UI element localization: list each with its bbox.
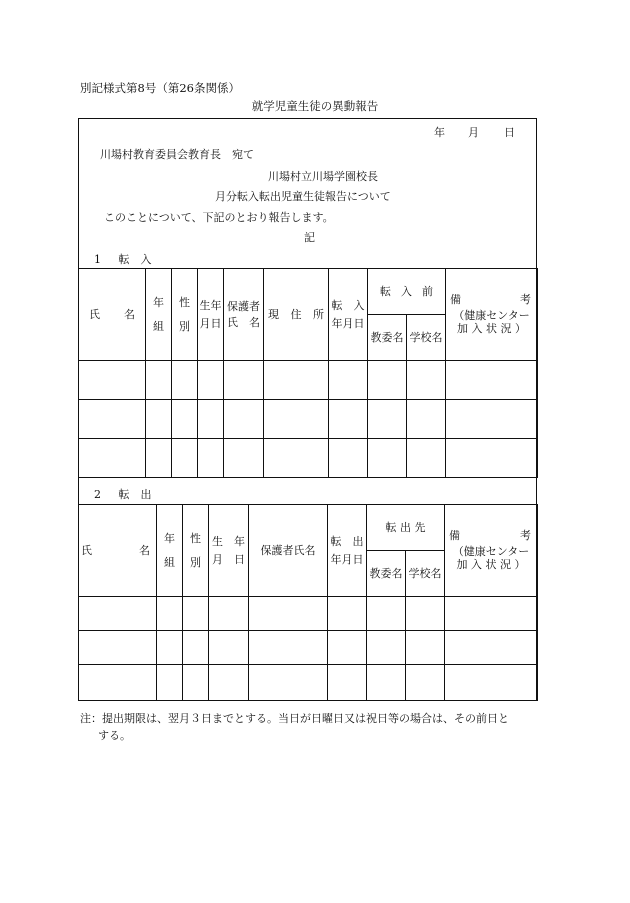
footnote-line-1: 注：提出期限は、翌月３日までとする。当日が日曜日又は祝日等の場合は、その前日と [80, 712, 509, 725]
col-grade: 年 組 [157, 505, 183, 597]
section-transfer-in-heading [94, 251, 152, 267]
section-title: 転 出 [118, 488, 152, 501]
col-birth: 生 年 月 日 [209, 505, 249, 597]
col-transfer-date: 転 出 年月日 [328, 505, 367, 597]
section-transfer-out-heading [94, 486, 152, 502]
col-grade: 年 組 [146, 269, 172, 361]
col-remarks: 備 考 （健康センター 加 入 状 況 ） [446, 269, 538, 361]
transfer-in-table [78, 268, 538, 478]
transfer-out-table [78, 504, 538, 701]
col-board: 教委名 [367, 551, 406, 597]
table-row [79, 361, 538, 400]
col-address: 現 住 所 [264, 269, 329, 361]
col-school: 学校名 [407, 315, 446, 361]
section-title: 転 入 [118, 253, 152, 266]
col-remarks: 備 考 （健康センター 加 入 状 況 ） [445, 505, 538, 597]
col-guardian: 保護者氏名 [249, 505, 328, 597]
table-row [79, 439, 538, 478]
section-number: 1 [94, 253, 101, 266]
col-school: 学校名 [406, 551, 445, 597]
footnote [80, 710, 550, 744]
date-year: 年 [434, 126, 445, 139]
date-day: 日 [504, 126, 515, 139]
table-row [79, 631, 538, 665]
intro-text: このことについて、下記のとおり報告します。 [104, 211, 334, 224]
table-row [79, 665, 538, 701]
section-number: 2 [94, 488, 101, 501]
sender: 川場村立川場学園校長 [268, 170, 378, 183]
col-transfer-date: 転 入 年月日 [329, 269, 368, 361]
subject: 月分転入転出児童生徒報告について [215, 190, 391, 203]
col-name: 氏 名 [79, 269, 146, 361]
addressee: 川場村教育委員会教育長 宛て [100, 148, 254, 161]
col-sex: 性 別 [183, 505, 209, 597]
col-guardian: 保護者 氏 名 [224, 269, 264, 361]
date-month: 月 [468, 126, 479, 139]
ki-label: 記 [304, 231, 315, 244]
col-board: 教委名 [368, 315, 407, 361]
table-row [79, 400, 538, 439]
footnote-line-2: する。 [98, 729, 131, 742]
table-row [79, 597, 538, 631]
col-destination: 転 出 先 [367, 505, 445, 551]
col-name: 氏 名 [79, 505, 157, 597]
document-title: 就学児童生徒の異動報告 [251, 99, 379, 113]
col-previous: 転 入 前 [368, 269, 446, 315]
form-label: 別記様式第8号（第26条関係） [80, 81, 240, 95]
col-sex: 性 別 [172, 269, 198, 361]
col-birth: 生年 月日 [198, 269, 224, 361]
